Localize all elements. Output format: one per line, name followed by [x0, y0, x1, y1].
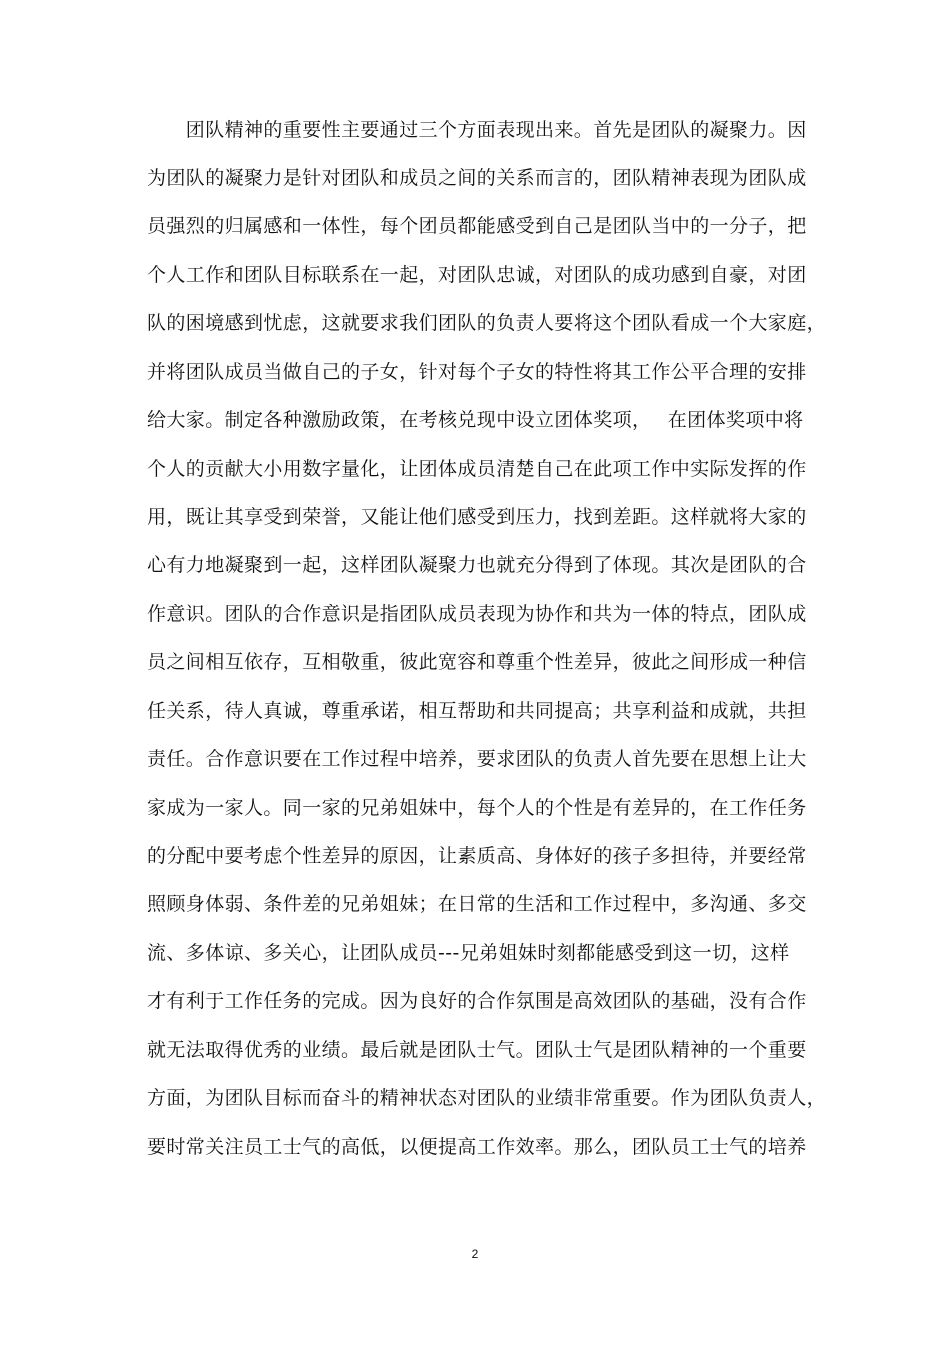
paragraph-line: 的分配中要考虑个性差异的原因，让素质高、身体好的孩子多担待，并要经常: [147, 845, 807, 867]
paragraph-line: 团队精神的重要性主要通过三个方面表现出来。首先是团队的凝聚力。因: [147, 119, 807, 141]
paragraph-line: 个人工作和团队目标联系在一起，对团队忠诚，对团队的成功感到自豪，对团: [147, 264, 807, 286]
paragraph-line: 员之间相互依存，互相敬重，彼此宽容和尊重个性差异，彼此之间形成一种信: [147, 651, 807, 673]
paragraph-line: 方面，为团队目标而奋斗的精神状态对团队的业绩非常重要。作为团队负责人，: [147, 1087, 827, 1109]
page-number: 2: [471, 1247, 479, 1261]
paragraph-line: 用，既让其享受到荣誉，又能让他们感受到压力，找到差距。这样就将大家的: [147, 506, 807, 528]
paragraph-line: 家成为一家人。同一家的兄弟姐妹中，每个人的个性是有差异的，在工作任务: [147, 797, 807, 819]
paragraph-line: 并将团队成员当做自己的子女，针对每个子女的特性将其工作公平合理的安排: [147, 361, 807, 383]
paragraph-line: 照顾身体弱、条件差的兄弟姐妹；在日常的生活和工作过程中，多沟通、多交: [147, 893, 807, 915]
paragraph-line: 流、多体谅、多关心，让团队成员---兄弟姐妹时刻都能感受到这一切，这样: [147, 942, 790, 964]
paragraph-line: 个人的贡献大小用数字量化，让团体成员清楚自己在此项工作中实际发挥的作: [147, 458, 807, 480]
paragraph-line: 责任。合作意识要在工作过程中培养，要求团队的负责人首先要在思想上让大: [147, 748, 807, 770]
paragraph-line: 任关系，待人真诚，尊重承诺，相互帮助和共同提高；共享利益和成就，共担: [147, 700, 807, 722]
paragraph-line: 才有利于工作任务的完成。因为良好的合作氛围是高效团队的基础，没有合作: [147, 990, 807, 1012]
paragraph-line: 队的困境感到忧虑，这就要求我们团队的负责人要将这个团队看成一个大家庭，: [147, 312, 827, 334]
paragraph-line: 作意识。团队的合作意识是指团队成员表现为协作和共为一体的特点，团队成: [147, 603, 807, 625]
paragraph-line: 员强烈的归属感和一体性，每个团员都能感受到自己是团队当中的一分子，把: [147, 215, 807, 237]
paragraph-line: 给大家。制定各种激励政策，在考核兑现中设立团体奖项， 在团体奖项中将: [147, 409, 804, 431]
paragraph-line: 就无法取得优秀的业绩。最后就是团队士气。团队士气是团队精神的一个重要: [147, 1039, 807, 1061]
paragraph-line: 要时常关注员工士气的高低，以便提高工作效率。那么，团队员工士气的培养: [147, 1136, 807, 1158]
paragraph-line: 心有力地凝聚到一起，这样团队凝聚力也就充分得到了体现。其次是团队的合: [147, 554, 807, 576]
paragraph-line: 为团队的凝聚力是针对团队和成员之间的关系而言的，团队精神表现为团队成: [147, 167, 807, 189]
